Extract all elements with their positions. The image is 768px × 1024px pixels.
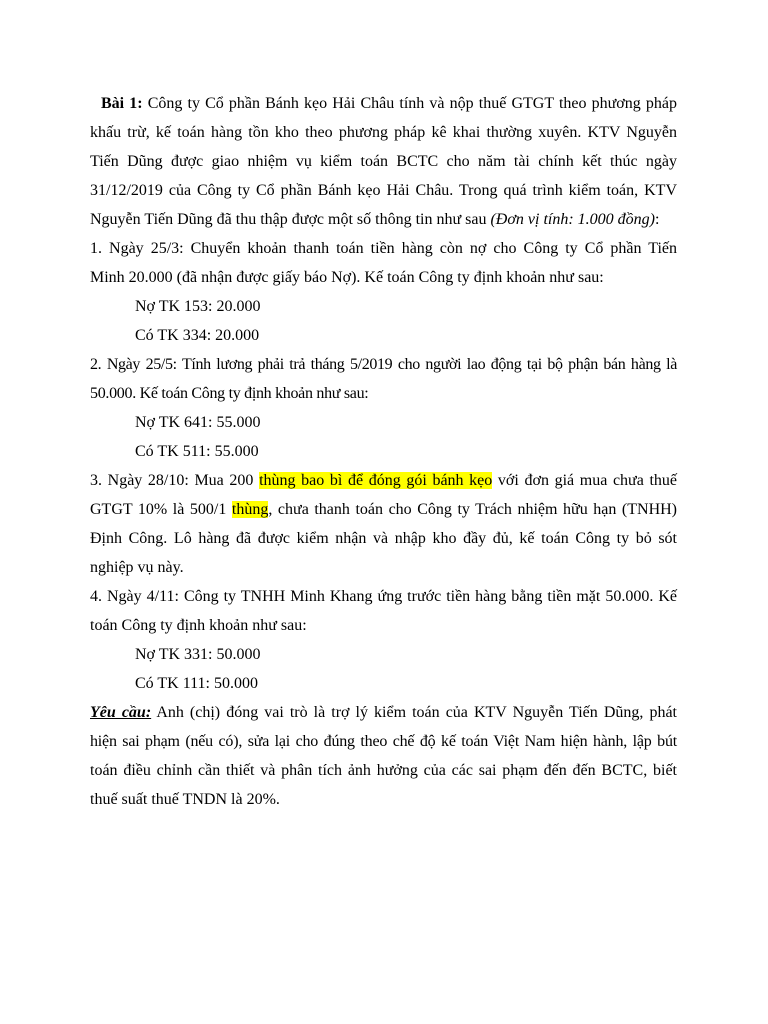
item2-line-1: 2. Ngày 25/5: Tính lương phải trả tháng 5/2019 cho người lao động tại bộ phận bán hàng là	[90, 356, 677, 373]
intro-line-4: 31/12/2019 của Công ty Cổ phần Bánh kẹo Hải Châu. Trong quá trình kiểm toán, KTV	[90, 182, 677, 199]
item1-line-1: 1. Ngày 25/3: Chuyển khoản thanh toán tiền hàng còn nợ cho Công ty Cổ phần Tiến	[90, 240, 677, 257]
item4-line-1: 4. Ngày 4/11: Công ty TNHH Minh Khang ứng trước tiền hàng bằng tiền mặt 50.000. Kế	[90, 588, 677, 605]
highlight-packaging-boxes: thùng bao bì để đóng gói bánh kẹo	[259, 472, 493, 489]
item4-debit-entry: Nợ TK 331: 50.000	[135, 646, 261, 663]
item3-text-2b: , chưa thanh toán cho Công ty Trách nhiệm hữu hạn (TNHH)	[268, 501, 678, 518]
intro-colon: :	[654, 211, 660, 228]
requirement-line-2: hiện sai phạm (nếu có), sửa lại cho đúng theo chế độ kế toán Việt Nam hiện hành, lập bút	[90, 733, 677, 750]
exercise-title: Bài 1:	[101, 95, 143, 112]
requirement-line-4: thuế suất thuế TNDN là 20%.	[90, 791, 280, 808]
item3-line-1	[90, 466, 677, 495]
requirement-label: Yêu cầu:	[90, 704, 152, 721]
item3-text-1b: với đơn giá mua chưa thuế	[492, 472, 678, 489]
intro-line-3: Tiến Dũng được giao nhiệm vụ kiểm toán BCTC cho năm tài chính kết thúc ngày	[90, 153, 677, 170]
highlight-box-word: thùng	[231, 501, 269, 518]
item3-line-3: Định Công. Lô hàng đã được kiểm nhận và nhập kho đầy đủ, kế toán Công ty bỏ sót	[90, 530, 677, 547]
item4-credit-entry: Có TK 111: 50.000	[135, 675, 258, 692]
intro-line-2: khấu trừ, kế toán hàng tồn kho theo phương pháp kê khai thường xuyên. KTV Nguyễn	[90, 124, 677, 141]
item1-credit-entry: Có TK 334: 20.000	[135, 327, 260, 344]
requirement-text-1: Anh (chị) đóng vai trò là trợ lý kiểm toán của KTV Nguyễn Tiến Dũng, phát	[151, 704, 677, 721]
item1-line-2: Minh 20.000 (đã nhận được giấy báo Nợ). Kế toán Công ty định khoản như sau:	[90, 269, 604, 286]
intro-text-5: Nguyễn Tiến Dũng đã thu thập được một số thông tin như sau	[90, 211, 491, 228]
intro-text-1: Công ty Cổ phần Bánh kẹo Hải Châu tính và nộp thuế GTGT theo phương pháp	[142, 95, 677, 112]
item2-debit-entry: Nợ TK 641: 55.000	[135, 414, 261, 431]
item3-text-2a: GTGT 10% là 500/1	[90, 501, 232, 518]
requirement-line-1	[90, 698, 677, 727]
item3-line-2	[90, 495, 677, 524]
item3-text-1a: 3. Ngày 28/10: Mua 200	[90, 472, 260, 489]
requirement-line-3: toán điều chỉnh cần thiết và phân tích ảnh hưởng của các sai phạm đến đến BCTC, biết	[90, 762, 677, 779]
item4-line-2: toán Công ty định khoản như sau:	[90, 617, 307, 634]
intro-line-1	[90, 89, 677, 118]
item2-line-2: 50.000. Kế toán Công ty định khoản như sau:	[90, 385, 369, 402]
item2-credit-entry: Có TK 511: 55.000	[135, 443, 259, 460]
intro-line-5	[90, 205, 677, 234]
item1-debit-entry: Nợ TK 153: 20.000	[135, 298, 261, 315]
document-page	[90, 89, 677, 814]
unit-note: (Đơn vị tính: 1.000 đồng)	[490, 211, 655, 228]
item3-line-4: nghiệp vụ này.	[90, 559, 184, 576]
